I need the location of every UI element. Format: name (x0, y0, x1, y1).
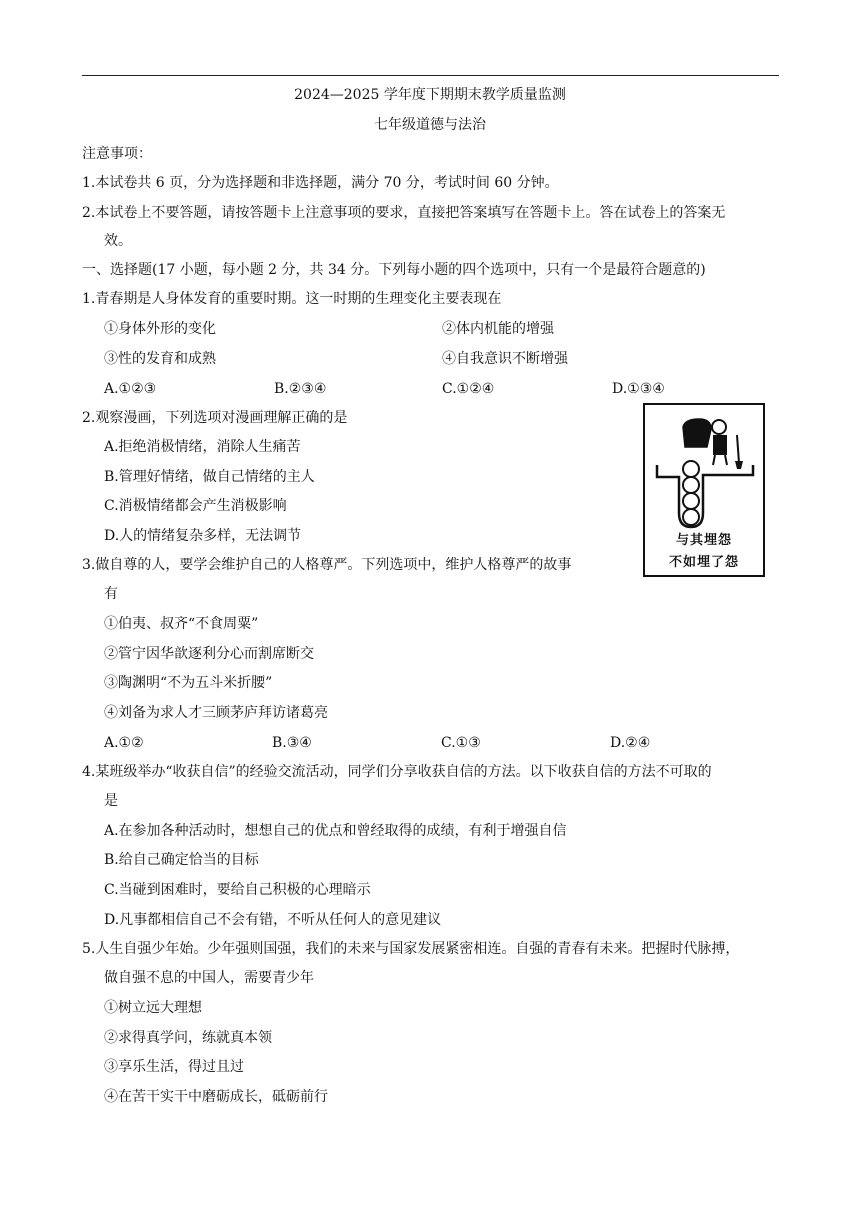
q4-stem-cont: 是 (104, 793, 118, 809)
q3-option-a[interactable]: A.①② (104, 735, 144, 751)
q5-statement-2: ②求得真学问，练就真本领 (104, 1030, 272, 1046)
q3-statement-4: ④刘备为求人才三顾茅庐拜访诸葛亮 (104, 705, 328, 721)
q1-stem: 1.青春期是人身体发育的重要时期。这一时期的生理变化主要表现在 (82, 291, 502, 307)
q2-option-d[interactable]: D.人的情绪复杂多样，无法调节 (104, 528, 302, 544)
q3-statement-3: ③陶渊明“不为五斗米折腰” (104, 675, 273, 691)
q1-statement-4: ④自我意识不断增强 (442, 351, 568, 367)
q2-cartoon (643, 403, 765, 577)
q5-statement-3: ③享乐生活，得过且过 (104, 1059, 244, 1075)
header-rule (82, 75, 779, 76)
q1-option-d[interactable]: D.①③④ (612, 381, 665, 397)
q3-stem-cont: 有 (104, 586, 118, 602)
q1-option-b[interactable]: B.②③④ (274, 381, 327, 397)
q3-option-c[interactable]: C.①③ (441, 735, 481, 751)
q4-option-a[interactable]: A.在参加各种活动时，想想自己的优点和曾经取得的成绩，有利于增强自信 (104, 823, 567, 839)
q4-stem: 4.某班级举办“收获自信”的经验交流活动，同学们分享收获自信的方法。以下收获自信的方法不可取的 (82, 764, 712, 780)
q2-option-a[interactable]: A.拒绝消极情绪，消除人生痛苦 (104, 439, 301, 455)
exam-subject: 七年级道德与法治 (374, 117, 486, 133)
q2-option-c[interactable]: C.消极情绪都会产生消极影响 (104, 498, 287, 514)
notice-heading: 注意事项： (82, 146, 152, 162)
q5-statement-1: ①树立远大理想 (104, 1000, 202, 1016)
q4-option-d[interactable]: D.凡事都相信自己不会有错，不听从任何人的意见建议 (104, 912, 442, 928)
q3-statement-1: ①伯夷、叔齐“不食周粟” (104, 616, 259, 632)
q1-statement-3: ③性的发育和成熟 (104, 351, 216, 367)
q4-option-c[interactable]: C.当碰到困难时，要给自己积极的心理暗示 (104, 882, 371, 898)
q3-option-d[interactable]: D.②④ (610, 735, 651, 751)
q1-statement-1: ①身体外形的变化 (104, 321, 216, 337)
exam-title: 2024—2025 学年度下期期末教学质量监测 (294, 87, 566, 103)
q2-option-b[interactable]: B.管理好情绪，做自己情绪的主人 (104, 469, 315, 485)
notice-item-2: 2.本试卷上不要答题，请按答题卡上注意事项的要求，直接把答案填写在答题卡上。答在试卷上的答案无 (82, 205, 726, 221)
q3-statement-2: ②管宁因华歆逐利分心而割席断交 (104, 646, 314, 662)
q1-statement-2: ②体内机能的增强 (442, 321, 554, 337)
q5-stem: 5.人生自强少年始。少年强则国强，我们的未来与国家发展紧密相连。自强的青春有未来。把握时代脉搏， (82, 941, 740, 957)
q3-option-b[interactable]: B.③④ (272, 735, 312, 751)
cartoon-caption-1: 与其埋怨 (675, 533, 732, 548)
q5-stem-cont: 做自强不息的中国人，需要青少年 (104, 970, 314, 986)
q1-option-a[interactable]: A.①②③ (104, 381, 157, 397)
q4-option-b[interactable]: B.给自己确定恰当的目标 (104, 852, 259, 868)
notice-item-2-cont: 效。 (104, 233, 132, 249)
cartoon-caption-2: 不如埋了怨 (668, 555, 739, 570)
q3-stem: 3.做自尊的人，要学会维护自己的人格尊严。下列选项中，维护人格尊严的故事 (82, 557, 572, 573)
cartoon-drawing (645, 405, 763, 575)
notice-item-1: 1.本试卷共 6 页，分为选择题和非选择题，满分 70 分，考试时间 60 分钟。 (82, 175, 559, 191)
q1-option-c[interactable]: C.①②④ (442, 381, 495, 397)
section-heading: 一、选择题(17 小题，每小题 2 分，共 34 分。下列每小题的四个选项中，只有一个是最符合题意的) (82, 262, 706, 278)
q2-stem: 2.观察漫画，下列选项对漫画理解正确的是 (82, 410, 348, 426)
q5-statement-4: ④在苦干实干中磨砺成长，砥砺前行 (104, 1089, 328, 1105)
